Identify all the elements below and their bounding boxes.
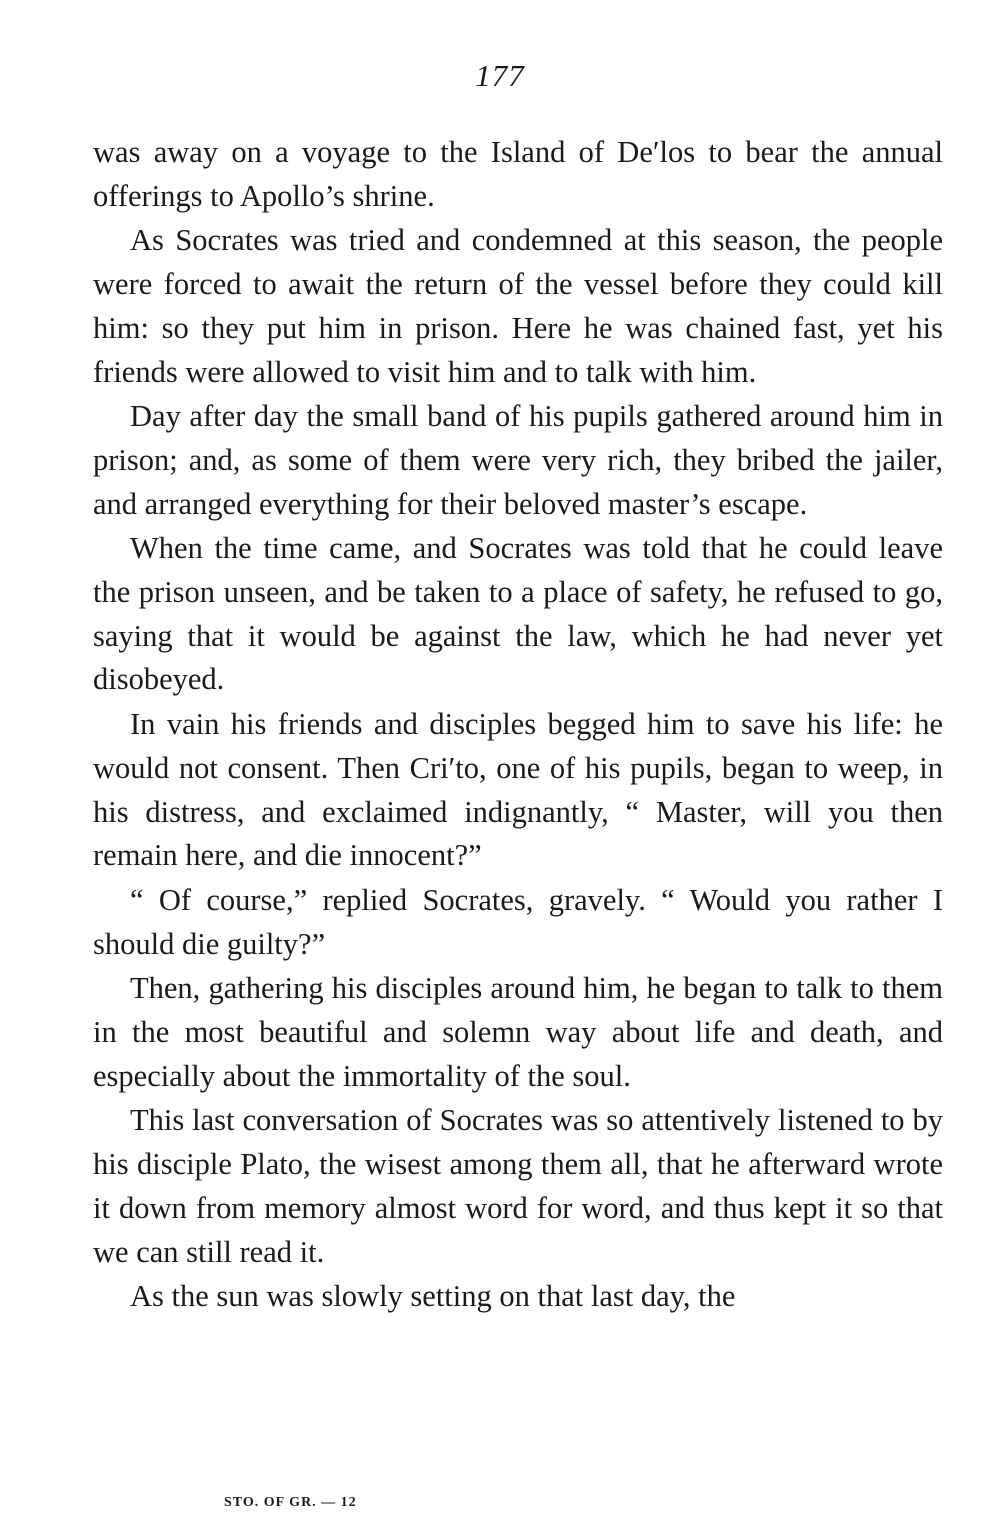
paragraph-1: was away on a voyage to the Island of De′los to bear the annual offerings to Apollo’s shrine. [93, 135, 943, 213]
paragraph-9: As the sun was slowly setting on that last day, the [130, 1279, 736, 1314]
body-text [93, 131, 943, 1319]
paragraph-3: Day after day the small band of his pupils gathered around him in prison; and, as some of them were very rich, they bribed the jailer, and arranged everything for their beloved master’s escape. [93, 399, 943, 521]
signature-mark: STO. OF GR. — 12 [224, 1495, 357, 1510]
paragraph-8: This last conversation of Socrates was so attentively listened to by his disciple Plato, the wisest among them all, that he afterward wrote it down from memory almost word for word, and thus kept it so that we can still read it. [93, 1103, 943, 1269]
paragraph-5: In vain his friends and disciples begged him to save his life: he would not consent. Then Cri′to, one of his pupils, began to weep, in his distress, and exclaimed indignantly, “ Master, will you then remain here, and die innocent?” [93, 707, 943, 873]
paragraph-7: Then, gathering his disciples around him, he began to talk to them in the most beautiful and solemn way about life and death, and especially about the immortality of the soul. [93, 971, 943, 1093]
paragraph-6: “ Of course,” replied Socrates, gravely. “ Would you rather I should die guilty?” [93, 882, 943, 961]
page-number: 177 [475, 58, 525, 93]
paragraph-2: As Socrates was tried and condemned at this season, the people were forced to await the return of the vessel before they could kill him: so they put him in prison. Here he was chained fast, yet his friends were allowed to visit him and to talk with him. [93, 223, 943, 389]
paragraph-4: When the time came, and Socrates was told that he could leave the prison unseen, and be taken to a place of safety, he refused to go, saying that it would be against the law, which he had never yet disobeyed. [93, 531, 943, 697]
